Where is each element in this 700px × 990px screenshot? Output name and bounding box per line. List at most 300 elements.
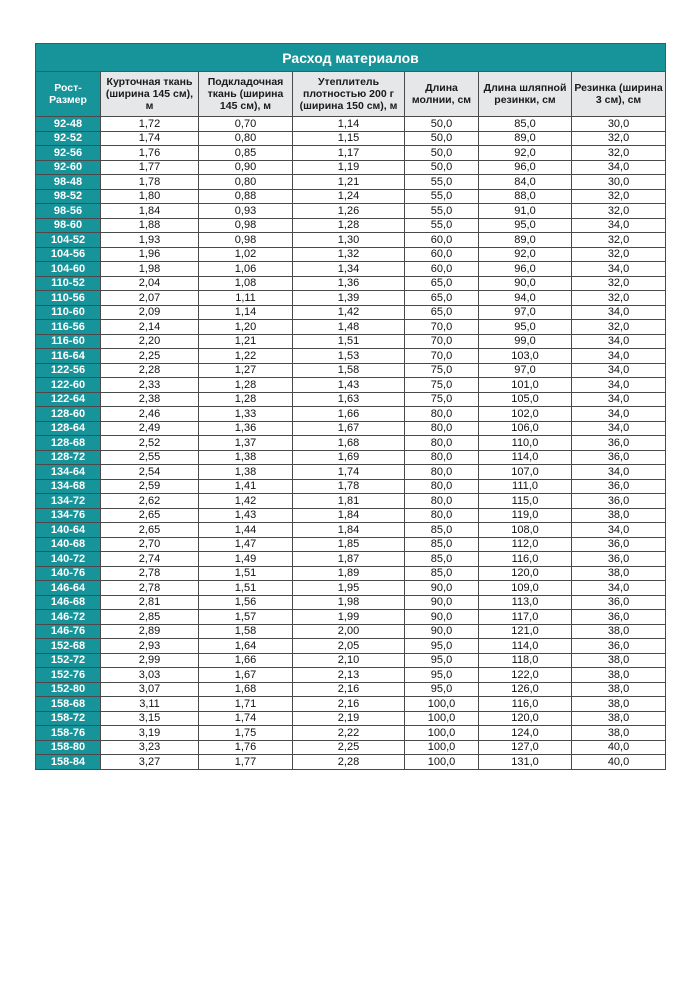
cell-hat-elastic-length: 126,0 — [479, 682, 572, 697]
cell-lining-fabric: 0,98 — [199, 218, 293, 233]
cell-jacket-fabric: 2,85 — [101, 610, 199, 625]
cell-elastic-band: 34,0 — [572, 407, 666, 422]
cell-hat-elastic-length: 116,0 — [479, 697, 572, 712]
cell-size: 110-56 — [36, 291, 101, 306]
cell-hat-elastic-length: 97,0 — [479, 305, 572, 320]
cell-lining-fabric: 1,37 — [199, 436, 293, 451]
cell-lining-fabric: 1,21 — [199, 334, 293, 349]
cell-zipper-length: 65,0 — [405, 305, 479, 320]
cell-hat-elastic-length: 109,0 — [479, 581, 572, 596]
cell-jacket-fabric: 3,15 — [101, 711, 199, 726]
cell-hat-elastic-length: 97,0 — [479, 363, 572, 378]
cell-insulation: 1,14 — [293, 117, 405, 132]
table-body — [36, 117, 666, 770]
cell-elastic-band: 36,0 — [572, 552, 666, 567]
cell-size: 98-56 — [36, 204, 101, 219]
cell-zipper-length: 55,0 — [405, 204, 479, 219]
cell-zipper-length: 95,0 — [405, 682, 479, 697]
cell-elastic-band: 34,0 — [572, 160, 666, 175]
table-row — [36, 653, 666, 668]
cell-size: 104-52 — [36, 233, 101, 248]
cell-elastic-band: 34,0 — [572, 218, 666, 233]
cell-zipper-length: 60,0 — [405, 262, 479, 277]
cell-lining-fabric: 1,49 — [199, 552, 293, 567]
cell-lining-fabric: 1,33 — [199, 407, 293, 422]
cell-size: 122-64 — [36, 392, 101, 407]
cell-insulation: 2,16 — [293, 697, 405, 712]
cell-insulation: 1,51 — [293, 334, 405, 349]
cell-zipper-length: 65,0 — [405, 291, 479, 306]
cell-insulation: 1,28 — [293, 218, 405, 233]
table-row — [36, 537, 666, 552]
cell-size: 128-64 — [36, 421, 101, 436]
table-row — [36, 276, 666, 291]
materials-table — [35, 43, 666, 770]
table-row — [36, 740, 666, 755]
cell-elastic-band: 40,0 — [572, 755, 666, 770]
cell-elastic-band: 34,0 — [572, 378, 666, 393]
materials-sheet — [35, 43, 665, 770]
cell-lining-fabric: 1,38 — [199, 465, 293, 480]
cell-zipper-length: 55,0 — [405, 189, 479, 204]
cell-jacket-fabric: 3,07 — [101, 682, 199, 697]
cell-hat-elastic-length: 120,0 — [479, 711, 572, 726]
table-row — [36, 566, 666, 581]
cell-insulation: 2,05 — [293, 639, 405, 654]
cell-insulation: 2,28 — [293, 755, 405, 770]
cell-jacket-fabric: 3,27 — [101, 755, 199, 770]
table-row — [36, 755, 666, 770]
cell-size: 110-52 — [36, 276, 101, 291]
cell-insulation: 1,30 — [293, 233, 405, 248]
cell-size: 134-68 — [36, 479, 101, 494]
cell-lining-fabric: 1,28 — [199, 392, 293, 407]
cell-zipper-length: 90,0 — [405, 624, 479, 639]
cell-elastic-band: 38,0 — [572, 726, 666, 741]
cell-hat-elastic-length: 107,0 — [479, 465, 572, 480]
cell-lining-fabric: 0,98 — [199, 233, 293, 248]
cell-hat-elastic-length: 116,0 — [479, 552, 572, 567]
cell-hat-elastic-length: 91,0 — [479, 204, 572, 219]
cell-zipper-length: 80,0 — [405, 450, 479, 465]
table-row — [36, 247, 666, 262]
cell-jacket-fabric: 2,65 — [101, 523, 199, 538]
cell-jacket-fabric: 2,09 — [101, 305, 199, 320]
cell-lining-fabric: 1,64 — [199, 639, 293, 654]
cell-elastic-band: 34,0 — [572, 334, 666, 349]
cell-hat-elastic-length: 96,0 — [479, 262, 572, 277]
cell-jacket-fabric: 2,49 — [101, 421, 199, 436]
cell-lining-fabric: 0,93 — [199, 204, 293, 219]
cell-lining-fabric: 1,14 — [199, 305, 293, 320]
cell-size: 92-48 — [36, 117, 101, 132]
table-row — [36, 639, 666, 654]
cell-lining-fabric: 1,36 — [199, 421, 293, 436]
cell-hat-elastic-length: 92,0 — [479, 247, 572, 262]
cell-elastic-band: 32,0 — [572, 189, 666, 204]
cell-hat-elastic-length: 99,0 — [479, 334, 572, 349]
cell-jacket-fabric: 1,72 — [101, 117, 199, 132]
cell-jacket-fabric: 1,88 — [101, 218, 199, 233]
cell-hat-elastic-length: 131,0 — [479, 755, 572, 770]
cell-jacket-fabric: 2,65 — [101, 508, 199, 523]
table-row — [36, 204, 666, 219]
cell-insulation: 2,16 — [293, 682, 405, 697]
column-header-size: Рост-Размер — [36, 72, 101, 117]
cell-insulation: 1,68 — [293, 436, 405, 451]
cell-zipper-length: 85,0 — [405, 537, 479, 552]
table-row — [36, 320, 666, 335]
cell-insulation: 1,84 — [293, 523, 405, 538]
cell-size: 110-60 — [36, 305, 101, 320]
cell-size: 146-72 — [36, 610, 101, 625]
cell-zipper-length: 80,0 — [405, 508, 479, 523]
cell-jacket-fabric: 3,03 — [101, 668, 199, 683]
cell-zipper-length: 100,0 — [405, 755, 479, 770]
cell-size: 146-68 — [36, 595, 101, 610]
cell-size: 158-68 — [36, 697, 101, 712]
cell-elastic-band: 36,0 — [572, 639, 666, 654]
table-row — [36, 450, 666, 465]
cell-zipper-length: 50,0 — [405, 146, 479, 161]
cell-lining-fabric: 1,71 — [199, 697, 293, 712]
cell-insulation: 1,32 — [293, 247, 405, 262]
cell-jacket-fabric: 1,77 — [101, 160, 199, 175]
cell-lining-fabric: 0,85 — [199, 146, 293, 161]
cell-jacket-fabric: 2,78 — [101, 566, 199, 581]
table-row — [36, 436, 666, 451]
cell-size: 134-64 — [36, 465, 101, 480]
cell-elastic-band: 34,0 — [572, 305, 666, 320]
cell-hat-elastic-length: 112,0 — [479, 537, 572, 552]
cell-elastic-band: 36,0 — [572, 436, 666, 451]
cell-jacket-fabric: 1,96 — [101, 247, 199, 262]
cell-lining-fabric: 1,42 — [199, 494, 293, 509]
cell-zipper-length: 65,0 — [405, 276, 479, 291]
cell-insulation: 2,00 — [293, 624, 405, 639]
table-row — [36, 697, 666, 712]
cell-insulation: 1,26 — [293, 204, 405, 219]
cell-jacket-fabric: 2,93 — [101, 639, 199, 654]
cell-lining-fabric: 1,06 — [199, 262, 293, 277]
column-header-jacket-fabric: Курточная ткань (ширина 145 см), м — [101, 72, 199, 117]
cell-size: 116-60 — [36, 334, 101, 349]
title-row — [36, 44, 666, 72]
cell-elastic-band: 38,0 — [572, 624, 666, 639]
table-row — [36, 349, 666, 364]
table-row — [36, 175, 666, 190]
cell-lining-fabric: 0,80 — [199, 175, 293, 190]
cell-hat-elastic-length: 110,0 — [479, 436, 572, 451]
cell-jacket-fabric: 1,74 — [101, 131, 199, 146]
header-row — [36, 72, 666, 117]
cell-elastic-band: 32,0 — [572, 291, 666, 306]
table-row — [36, 624, 666, 639]
cell-lining-fabric: 1,28 — [199, 378, 293, 393]
cell-jacket-fabric: 2,14 — [101, 320, 199, 335]
cell-lining-fabric: 1,66 — [199, 653, 293, 668]
cell-insulation: 1,78 — [293, 479, 405, 494]
cell-zipper-length: 70,0 — [405, 334, 479, 349]
cell-elastic-band: 38,0 — [572, 711, 666, 726]
cell-hat-elastic-length: 127,0 — [479, 740, 572, 755]
cell-zipper-length: 100,0 — [405, 740, 479, 755]
cell-insulation: 2,10 — [293, 653, 405, 668]
cell-size: 152-68 — [36, 639, 101, 654]
cell-zipper-length: 95,0 — [405, 639, 479, 654]
cell-elastic-band: 34,0 — [572, 465, 666, 480]
cell-jacket-fabric: 2,07 — [101, 291, 199, 306]
table-row — [36, 407, 666, 422]
cell-jacket-fabric: 2,52 — [101, 436, 199, 451]
table-row — [36, 378, 666, 393]
cell-jacket-fabric: 2,55 — [101, 450, 199, 465]
cell-size: 92-56 — [36, 146, 101, 161]
cell-zipper-length: 55,0 — [405, 175, 479, 190]
column-header-insulation: Утеплитель плотностью 200 г (ширина 150 см), м — [293, 72, 405, 117]
cell-hat-elastic-length: 84,0 — [479, 175, 572, 190]
cell-insulation: 1,36 — [293, 276, 405, 291]
cell-lining-fabric: 0,88 — [199, 189, 293, 204]
cell-zipper-length: 50,0 — [405, 117, 479, 132]
cell-zipper-length: 55,0 — [405, 218, 479, 233]
cell-hat-elastic-length: 88,0 — [479, 189, 572, 204]
cell-size: 146-64 — [36, 581, 101, 596]
cell-lining-fabric: 1,27 — [199, 363, 293, 378]
table-row — [36, 494, 666, 509]
cell-lining-fabric: 0,80 — [199, 131, 293, 146]
cell-insulation: 2,22 — [293, 726, 405, 741]
cell-hat-elastic-length: 119,0 — [479, 508, 572, 523]
cell-jacket-fabric: 1,76 — [101, 146, 199, 161]
cell-hat-elastic-length: 117,0 — [479, 610, 572, 625]
cell-elastic-band: 32,0 — [572, 233, 666, 248]
cell-elastic-band: 32,0 — [572, 146, 666, 161]
table-row — [36, 508, 666, 523]
cell-insulation: 1,69 — [293, 450, 405, 465]
table-row — [36, 682, 666, 697]
cell-elastic-band: 32,0 — [572, 247, 666, 262]
cell-size: 158-84 — [36, 755, 101, 770]
cell-lining-fabric: 1,44 — [199, 523, 293, 538]
cell-jacket-fabric: 2,99 — [101, 653, 199, 668]
cell-hat-elastic-length: 102,0 — [479, 407, 572, 422]
cell-lining-fabric: 1,41 — [199, 479, 293, 494]
cell-insulation: 1,66 — [293, 407, 405, 422]
cell-insulation: 1,43 — [293, 378, 405, 393]
cell-hat-elastic-length: 96,0 — [479, 160, 572, 175]
table-row — [36, 581, 666, 596]
column-header-hat-elastic-length: Длина шляпной резинки, см — [479, 72, 572, 117]
cell-hat-elastic-length: 115,0 — [479, 494, 572, 509]
table-row — [36, 726, 666, 741]
cell-lining-fabric: 0,90 — [199, 160, 293, 175]
cell-elastic-band: 30,0 — [572, 117, 666, 132]
cell-hat-elastic-length: 120,0 — [479, 566, 572, 581]
cell-zipper-length: 80,0 — [405, 479, 479, 494]
cell-lining-fabric: 1,68 — [199, 682, 293, 697]
cell-insulation: 1,67 — [293, 421, 405, 436]
table-row — [36, 160, 666, 175]
cell-size: 104-56 — [36, 247, 101, 262]
cell-lining-fabric: 1,47 — [199, 537, 293, 552]
table-row — [36, 146, 666, 161]
cell-size: 92-52 — [36, 131, 101, 146]
cell-zipper-length: 95,0 — [405, 668, 479, 683]
cell-lining-fabric: 1,57 — [199, 610, 293, 625]
table-row — [36, 305, 666, 320]
table-row — [36, 334, 666, 349]
cell-jacket-fabric: 1,84 — [101, 204, 199, 219]
cell-size: 92-60 — [36, 160, 101, 175]
column-header-zipper-length: Длина молнии, см — [405, 72, 479, 117]
cell-insulation: 1,15 — [293, 131, 405, 146]
cell-elastic-band: 34,0 — [572, 581, 666, 596]
table-row — [36, 218, 666, 233]
cell-zipper-length: 90,0 — [405, 581, 479, 596]
table-row — [36, 291, 666, 306]
table-row — [36, 523, 666, 538]
cell-size: 98-60 — [36, 218, 101, 233]
cell-zipper-length: 75,0 — [405, 378, 479, 393]
cell-insulation: 1,85 — [293, 537, 405, 552]
cell-insulation: 1,89 — [293, 566, 405, 581]
cell-zipper-length: 75,0 — [405, 363, 479, 378]
cell-elastic-band: 36,0 — [572, 595, 666, 610]
cell-zipper-length: 85,0 — [405, 552, 479, 567]
cell-size: 158-72 — [36, 711, 101, 726]
cell-lining-fabric: 1,75 — [199, 726, 293, 741]
cell-hat-elastic-length: 92,0 — [479, 146, 572, 161]
table-row — [36, 117, 666, 132]
cell-size: 158-80 — [36, 740, 101, 755]
cell-lining-fabric: 1,11 — [199, 291, 293, 306]
cell-elastic-band: 36,0 — [572, 450, 666, 465]
cell-insulation: 1,17 — [293, 146, 405, 161]
cell-elastic-band: 34,0 — [572, 523, 666, 538]
cell-elastic-band: 34,0 — [572, 262, 666, 277]
cell-elastic-band: 34,0 — [572, 421, 666, 436]
cell-zipper-length: 80,0 — [405, 421, 479, 436]
cell-elastic-band: 34,0 — [572, 363, 666, 378]
table-row — [36, 233, 666, 248]
column-header-lining-fabric: Подкладочная ткань (ширина 145 см), м — [199, 72, 293, 117]
cell-size: 158-76 — [36, 726, 101, 741]
cell-insulation: 2,19 — [293, 711, 405, 726]
cell-lining-fabric: 1,08 — [199, 276, 293, 291]
cell-insulation: 1,58 — [293, 363, 405, 378]
cell-size: 98-52 — [36, 189, 101, 204]
cell-hat-elastic-length: 85,0 — [479, 117, 572, 132]
cell-insulation: 1,74 — [293, 465, 405, 480]
cell-hat-elastic-length: 90,0 — [479, 276, 572, 291]
cell-elastic-band: 36,0 — [572, 494, 666, 509]
cell-insulation: 1,99 — [293, 610, 405, 625]
cell-insulation: 2,25 — [293, 740, 405, 755]
cell-zipper-length: 90,0 — [405, 610, 479, 625]
cell-insulation: 2,13 — [293, 668, 405, 683]
cell-lining-fabric: 1,38 — [199, 450, 293, 465]
cell-zipper-length: 75,0 — [405, 392, 479, 407]
cell-size: 128-72 — [36, 450, 101, 465]
cell-size: 140-68 — [36, 537, 101, 552]
cell-elastic-band: 32,0 — [572, 276, 666, 291]
cell-zipper-length: 80,0 — [405, 407, 479, 422]
cell-elastic-band: 40,0 — [572, 740, 666, 755]
cell-hat-elastic-length: 89,0 — [479, 233, 572, 248]
cell-insulation: 1,24 — [293, 189, 405, 204]
cell-insulation: 1,21 — [293, 175, 405, 190]
cell-elastic-band: 38,0 — [572, 668, 666, 683]
cell-zipper-length: 60,0 — [405, 247, 479, 262]
cell-elastic-band: 38,0 — [572, 682, 666, 697]
table-row — [36, 262, 666, 277]
cell-jacket-fabric: 3,19 — [101, 726, 199, 741]
cell-zipper-length: 100,0 — [405, 726, 479, 741]
cell-size: 122-60 — [36, 378, 101, 393]
table-row — [36, 711, 666, 726]
cell-hat-elastic-length: 111,0 — [479, 479, 572, 494]
cell-size: 146-76 — [36, 624, 101, 639]
cell-jacket-fabric: 2,62 — [101, 494, 199, 509]
cell-lining-fabric: 1,43 — [199, 508, 293, 523]
cell-hat-elastic-length: 122,0 — [479, 668, 572, 683]
cell-zipper-length: 100,0 — [405, 697, 479, 712]
cell-lining-fabric: 1,02 — [199, 247, 293, 262]
cell-jacket-fabric: 2,46 — [101, 407, 199, 422]
cell-lining-fabric: 1,74 — [199, 711, 293, 726]
table-row — [36, 421, 666, 436]
cell-elastic-band: 38,0 — [572, 697, 666, 712]
cell-lining-fabric: 1,58 — [199, 624, 293, 639]
cell-zipper-length: 90,0 — [405, 595, 479, 610]
cell-insulation: 1,42 — [293, 305, 405, 320]
cell-insulation: 1,48 — [293, 320, 405, 335]
cell-hat-elastic-length: 105,0 — [479, 392, 572, 407]
cell-elastic-band: 38,0 — [572, 566, 666, 581]
cell-hat-elastic-length: 114,0 — [479, 639, 572, 654]
cell-zipper-length: 70,0 — [405, 320, 479, 335]
cell-hat-elastic-length: 89,0 — [479, 131, 572, 146]
cell-size: 152-76 — [36, 668, 101, 683]
cell-lining-fabric: 1,67 — [199, 668, 293, 683]
cell-jacket-fabric: 2,81 — [101, 595, 199, 610]
cell-insulation: 1,81 — [293, 494, 405, 509]
cell-size: 152-72 — [36, 653, 101, 668]
cell-hat-elastic-length: 121,0 — [479, 624, 572, 639]
table-row — [36, 131, 666, 146]
cell-hat-elastic-length: 113,0 — [479, 595, 572, 610]
table-row — [36, 392, 666, 407]
cell-jacket-fabric: 2,28 — [101, 363, 199, 378]
cell-hat-elastic-length: 106,0 — [479, 421, 572, 436]
cell-elastic-band: 38,0 — [572, 508, 666, 523]
cell-size: 104-60 — [36, 262, 101, 277]
cell-elastic-band: 36,0 — [572, 479, 666, 494]
cell-size: 116-56 — [36, 320, 101, 335]
cell-jacket-fabric: 2,78 — [101, 581, 199, 596]
cell-zipper-length: 50,0 — [405, 160, 479, 175]
cell-elastic-band: 34,0 — [572, 392, 666, 407]
cell-elastic-band: 32,0 — [572, 204, 666, 219]
cell-hat-elastic-length: 95,0 — [479, 320, 572, 335]
cell-zipper-length: 70,0 — [405, 349, 479, 364]
cell-lining-fabric: 1,77 — [199, 755, 293, 770]
cell-jacket-fabric: 2,20 — [101, 334, 199, 349]
cell-zipper-length: 100,0 — [405, 711, 479, 726]
cell-zipper-length: 60,0 — [405, 233, 479, 248]
table-row — [36, 552, 666, 567]
